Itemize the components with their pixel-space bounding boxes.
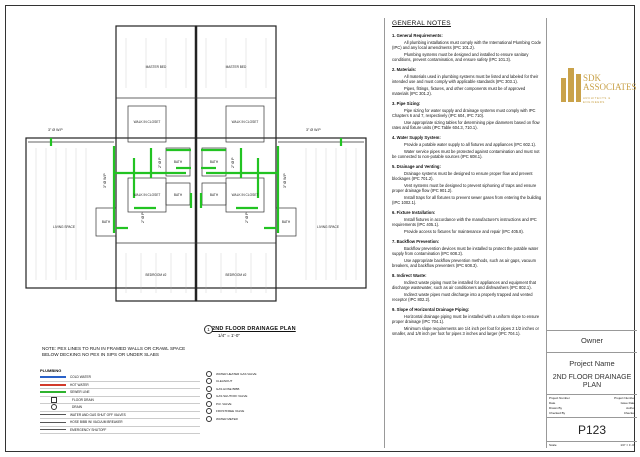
pipe-label-v4: 2" Ø P — [245, 212, 249, 223]
plumbing-legend — [40, 368, 200, 434]
room-walkin-right-2: WALK IN CLOSET — [231, 193, 259, 197]
room-walkin-left: WALK IN CLOSET — [133, 120, 161, 124]
room-bedroom-left: BEDROOM #2 — [145, 273, 167, 277]
room-living-left: LIVING SPACE — [53, 225, 75, 229]
pex-note: NOTE: PEX LINES TO RUN IN FRAMED WALLS OR CRAWL SPACE BELOW DECKING NO PEX IN SIPS OR UNDER SLABS — [42, 346, 186, 357]
legend-item: CLEANOUT — [206, 378, 276, 386]
title-block — [546, 18, 637, 448]
project-name: Project Name — [569, 359, 615, 368]
drawing-name: 2ND FLOOR DRAINAGE PLAN — [552, 374, 632, 389]
floor-plan — [16, 18, 376, 318]
pipe-label-v3: 2" Ø P — [158, 157, 162, 168]
legend-title: PLUMBING — [40, 368, 62, 373]
sheet-scale: Scale 1/4" = 1'-0" — [549, 443, 635, 447]
field-date: Date Issue Date — [549, 401, 635, 405]
room-bath-f: BATH — [281, 220, 291, 224]
room-bath-b: BATH — [209, 160, 219, 164]
company-logo — [559, 48, 637, 128]
notes-title: GENERAL NOTES — [392, 20, 451, 27]
pipe-label-left: 3" Ø W.P — [48, 128, 63, 132]
room-bath-a: BATH — [173, 160, 183, 164]
pipe-label-v1: 3" Ø W.P — [103, 173, 107, 188]
room-bath-e: BATH — [101, 220, 111, 224]
room-walkin-left-2: WALK IN CLOSET — [133, 193, 161, 197]
plan-scale: 1/4" = 1'-0" — [218, 333, 240, 338]
logo-icon — [559, 64, 585, 104]
divider — [384, 18, 385, 448]
notes-section: 4. Water Supply System: Provide a potable water supply to all fixtures and appliances (IPC 602.1). Water service pipes must be protected against contamination and must not be connected to non-potable sources (IPC 608.1). — [392, 135, 540, 159]
legend-item: WATER METER — [206, 415, 276, 423]
owner: Owner — [580, 336, 604, 345]
pipe-label-right: 3" Ø W.P — [306, 128, 321, 132]
room-bath-d: BATH — [209, 193, 219, 197]
legend-item: FROSTFREE VALVE — [206, 408, 276, 416]
legend-item: P.R. VALVE — [206, 400, 276, 408]
legend-item: GAS HOSE BIBB — [206, 385, 276, 393]
sheet-number: P123 — [577, 423, 607, 437]
notes-section: 2. Materials: All materials used in plumbing systems must be listed and labeled for their intended use and must comply with applicable standards (IPC 303.1). Pipes, fittings, fixtures, and other components must be of approved materials (IPC 301.2). — [392, 67, 539, 96]
notes-section: 9. Slope of Horizontal Drainage Piping: Horizontal drainage piping must be installed with a uniform slope to ensure proper drainage (IPC 704.1). Minimum slope requirements are 1/4 inch per foot for pipes 2 1/2 inches or smaller, and 1/8 inch per foot for pipes 3 inches and larger (IPC 704.1). — [392, 307, 540, 336]
notes-section: 7. Backflow Prevention: Backflow prevention devices must be installed to protect the potable water supply from contamination (IPC 608.2). Use appropriate backflow prevention methods, such as air gaps, vacuum breakers, and backflow preventers (IPC 608.3). — [392, 239, 539, 268]
room-master-bed-right: MASTER BED — [225, 65, 247, 69]
floor-plan-drawing — [16, 18, 376, 318]
room-bath-c: BATH — [173, 193, 183, 197]
legend-item: GAS SHUTOFF VALVE — [206, 393, 276, 401]
legend-item: HOSE BIBB W/ VACUUM BREAKER — [40, 419, 200, 427]
drawing-sheet — [5, 5, 635, 452]
plan-title — [207, 326, 296, 338]
legend-item: FLOOR DRAIN — [40, 397, 200, 405]
notes-section: 6. Fixture Installation: Install fixtures in accordance with the manufacturer's instructions and IPC requirements (IPC 405.1). Provide access to fixtures for maintenance and repair (IPC 405.8). — [392, 210, 537, 234]
legend-item: SEWER LINE — [40, 389, 200, 397]
pipe-label-v6: 3" Ø W.P — [283, 173, 287, 188]
legend-item: EMERGENCY SHUTOFF — [40, 427, 200, 435]
room-living-right: LIVING SPACE — [317, 225, 339, 229]
field-drawn-by: Drawn By Author — [549, 406, 635, 410]
notes-section: 5. Drainage and Venting: Drainage systems must be designed to ensure proper flow and prevent blockages (IPC 701.2). Vent systems must be designed to prevent siphoning of traps and ensure proper drainage flow (IPC 901.2). Install traps for all fixtures to prevent sewer gases from entering the building (IPC 1002.1). — [392, 164, 542, 205]
room-master-bed-left: MASTER BED — [145, 65, 167, 69]
logo-name: SDK ASSOCIATES — [583, 73, 637, 92]
notes-section: 8. Indirect Waste: Indirect waste piping must be installed for appliances and equipment that discharge wastewater, such as air conditioners and dishwashers (IPC 802.1). Indirect waste pipes must discharge into a properly trapped and vented receptor (IPC 802.2). — [392, 273, 536, 302]
general-notes — [392, 20, 542, 446]
pipe-label-v2: 2" Ø P — [141, 212, 145, 223]
legend-item: WATER HEATER GAS VALVE — [206, 370, 276, 378]
room-walkin-right: WALK IN CLOSET — [231, 120, 259, 124]
notes-section: 1. General Requirements: All plumbing installations must comply with the International Plumbing Code (IPC) and any local amendments (IPC 101.2). Plumbing systems must be designed and installed to ensure sanitary conditions, prevent contamination, and ensure safety (IPC 101.3). — [392, 33, 541, 62]
legend-item: DRAIN — [40, 404, 200, 412]
legend-item: HOT WATER — [40, 382, 200, 390]
plan-number: 1 — [204, 325, 213, 334]
room-bedroom-right: BEDROOM #2 — [225, 273, 247, 277]
legend-item: COLD WATER — [40, 374, 200, 382]
plan-title-text: 2ND FLOOR DRAINAGE PLAN — [212, 326, 296, 332]
plumbing-legend-symbols — [206, 370, 276, 423]
logo-tagline: ARCHITECTS & ENGINEERS — [583, 96, 611, 104]
notes-section: 3. Pipe Sizing: Pipe sizing for water supply and drainage systems must comply with IPC Chapters 6 and 7, respectively (IPC 604, IPC 710). Use appropriate sizing tables for determining pipe diameters based on flow rates and fixture units (IPC Table 604.3, 710.1). — [392, 101, 540, 130]
pipe-label-v5: 2" Ø P — [231, 157, 235, 168]
field-project-number: Project Number Project Number — [549, 396, 635, 400]
field-checked-by: Checked By Checker — [549, 411, 635, 415]
legend-item: WATER AND GAS SHUT OFF VALVES — [40, 412, 200, 420]
